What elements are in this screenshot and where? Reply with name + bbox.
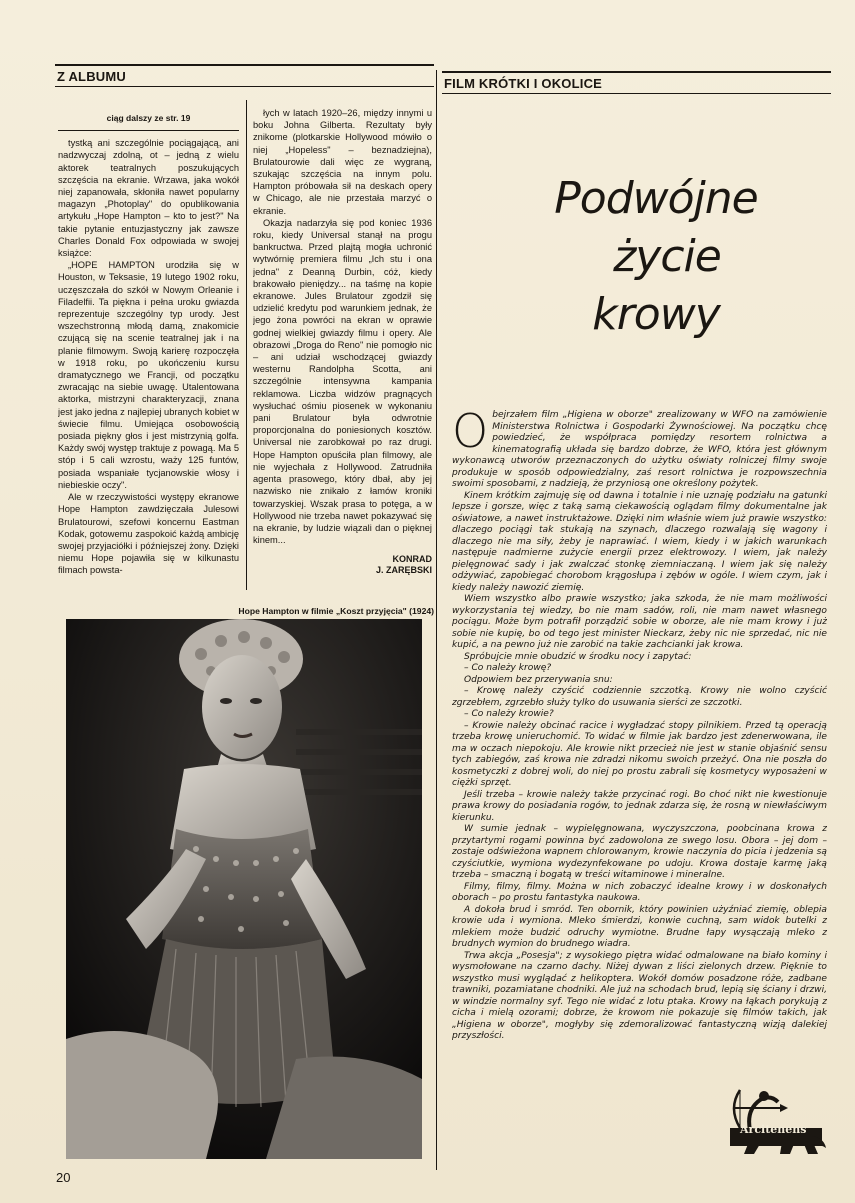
article-paragraph: – Krowę należy czyścić codziennie szczotką. Krowy nie wolno czyścić zgrzebłem, zgrzebło służy tylko do usuwania sierści ze szczotki. — [452, 686, 827, 708]
author-byline — [253, 554, 432, 576]
article-paragraph: – Co należy krowę? — [464, 663, 552, 673]
section-header-film-krotki: FILM KRÓTKI I OKOLICE — [442, 71, 831, 94]
article-paragraph: Spróbujcie mnie obudzić w środku nocy i zapytać: — [464, 651, 692, 662]
author-last-name: J. ZARĘBSKI — [375, 565, 432, 576]
column-divider — [436, 70, 437, 1170]
album-paragraph: Okazja nadarzyła się pod koniec 1936 roku, kiedy Universal stanął na progu bankructwa. Przed plajtą mogła uchronić wytwórnię premiera filmu „Ich stu i ona jedna" z Deanną Durbin, cóż, kiedy brakowało pieniędzy... na taśmę na kopie ekranowe. Jules Brulatour zgodził się udzielić kredytu pod warunkiem jednak, że jego żona powróci na ekran w oprawie godnej wielkiej gwiazdy filmu i opery. Ale obrazowi „Droga do Reno" nie pomogło nic – ani udział wschodzącej gwiazdy westernu Randolpha Scotta, ani szczególnie intensywna kampania reklamowa. Liczba widzów pragnących wysłuchać ośmiu piosenek w wykonaniu pani Brulatour była odwrotnie proporcjonalna do poniesionych kosztów. Universal nie zarobkował po raz drugi. Hope Hampton opuściła plan filmowy, ale nie wyjechała z Hollywood. Zatrudniła agenta prasowego, który dbał, aby jej nazwisko nie znikało z łamów kroniki towarzyskiej. Wszak prasa to potęga, a w Hollywood nie trzeba nawet pokazywać się na ekranie, by ludzie wiązali dan o pięknej kinem... — [253, 217, 432, 546]
article-paragraph: – Krowie należy obcinać racice i wygładzać stopy pilnikiem. Przed tą operacją trzeba krowę unieruchomić. To widać w filmie jak bardzo jest zdenerwowana, ile ma w oczach niepokoju. Ale krowie nikt przecież nie jest w stanie objaśnić sensu tych zabiegów, zaś krowa nie zdradzi nikomu swoich przeżyć. Ona nie poszła do kosmetyczki z dobrej woli, do niej po prostu zabrali się kosmetycy wyposażeni w ciężki sprzęt. — [452, 720, 827, 788]
article-paragraph: bejrzałem film „Higiena w oborze" zrealizowany w WFO na zamówienie Ministerstwa Rolnictwa i Gospodarki Żywnościowej. Na początku chcę powiedzieć, że współpraca pomiędzy resortem rolnictwa a kinematografią układa się bardzo dobrze, że WFO, która jest głównym wykonawcą utworów przeznaczonych do użytku oświaty rolniczej filmy swoje produkuje w sposób odpowiedzialny, zaś resort rolnictwa je rozpowszechnia swoimi sposobami, z nadzieją, że przyniosą one określony pożytek. — [452, 410, 827, 489]
photo-caption: Hope Hampton w filmie „Koszt przyjęcia" (1924) — [238, 606, 434, 616]
portrait-illustration — [66, 619, 422, 1159]
logo-text: Arcitenens — [740, 1123, 807, 1136]
hope-hampton-photo — [66, 619, 422, 1159]
article-paragraph: Kinem krótkim zajmuję się od dawna i totalnie i nie uznaję podziału na gatunki lepsze i gorsze, więc z taką samą ciekawością oglądam filmy dokumentalne jak oświatowe, a nawet instruktażowe. Dzięki nim właśnie wiem już prawie wszystko: dlaczego pociągi tak stukają na szynach, dlaczego rozwalają się wagony i dlaczego nie ma siły, żeby je naprawiać. I wiem, kiedy i w jakich warunkach następuje nadmierne zużycie energii przez elektrowozy. I wiem, jak należy pielęgnować sady i jak zwalczać stonkę ziemniaczaną. I wiem jak się należy odżywiać, zapobiegać chorobom krągosłupa i zębów w ogóle. I wiem czym, jak i kiedy należy nawozić ziemię. — [452, 490, 827, 593]
album-paragraph: łych w latach 1920–26, między innymi u boku Johna Gilberta. Rezultaty były znikome (plotkarskie Hollywood mówiło o niej „Hopeless" – beznadziejna), Brulatourowie dali więc ze wygraną, szukając szczęścia na innym polu. Hampton próbowała sił na deskach opery w Chicago, ale nie przestała marzyć o ekranie. — [253, 108, 432, 216]
column-divider-left — [246, 100, 247, 590]
continued-note: ciąg dalszy ze str. 19 — [58, 112, 239, 131]
article-paragraph: Odpowiem bez przerywania snu: — [464, 674, 613, 685]
section-header-z-albumu: Z ALBUMU — [55, 64, 434, 87]
article-paragraph: A dokoła brud i smród. Ten obornik, który powinien użyźniać ziemię, oblepia krowie uda i wymiona. Mleko śmierdzi, konwie cuchną, sam widok butelki z mlekiem może budzić odruchy wymiotne. Brudne łapy wysączają mleko z brudnych wymion do brudnego wiadra. — [452, 904, 827, 949]
title-line: Podwójne — [554, 173, 758, 224]
film-article-body — [452, 410, 827, 1050]
title-line: krowy — [592, 289, 720, 340]
article-paragraph: W sumie jednak – wypielęgnowana, wyczyszczona, poobcinana krowa z przytartymi rogami powinna być zadowolona ze swego losu. Obora – jej dom – zostaje odświeżona wapnem chlorowanym, krowie naczynia do picia i jedzenia są czyściutkie, wymiona wydezynfekowane po udoju. Krowa dostaje karmę jaką trzeba – smaczną i bogatą w treści witaminowe i mineralne. — [452, 824, 827, 880]
album-column-a — [58, 112, 239, 590]
drop-cap: O — [452, 410, 489, 458]
article-paragraph: – Co należy krowie? — [464, 709, 554, 719]
article-paragraph: Wiem wszystko albo prawie wszystko; jaka szkoda, że nie mam możliwości wykorzystania tej wiedzy, bo nie mam sadów, roli, nie mam nawet własnego pociągu. Może bym potrafił porządzić sobie w oborze, ale nie mam krowy i już sobie nie kupię, bo od tego jest minister Nieckarz, żeby nic nie sprzedać, nic nie kupić, a na pewno już nie zarobić na takie zachcianki jak krowa. — [452, 594, 827, 650]
page-number: 20 — [56, 1170, 71, 1185]
album-column-b — [253, 107, 432, 587]
article-paragraph: Jeśli trzeba – krowie należy także przycinać rogi. Bo choć nikt nie kwestionuje prawa krowy do posiadania rogów, to jednak zdarza się, że rosną w niewłaściwym kierunku. — [452, 789, 827, 823]
album-paragraph: tystką ani szczególnie pociągającą, ani nadzwyczaj zdolną, ot – jedną z wielu aktorek teatralnych poszukujących szczęścia na ekranie. Wrzawa, jaka wokół niej zapanowała, skłoniła nawet popularny magazyn „Photoplay" do opublikowania artykułu „Hope Hampton – kto to jest?" Na takie pytanie entuzjastyczny jak zawsze Charles Donald Fox odpowiada w swojej książce: — [58, 138, 239, 259]
album-paragraph: Ale w rzeczywistości występy ekranowe Hope Hampton zawdzięczała Julesowi Brulatourowi, szefowi koncernu Eastman Kodak, gotowemu zaspokoić każdą ambicję swojej przyjaciółki i późniejszej żony. Dzięki niemu Hope pojawiła się w kilkunastu filmach powsta- — [58, 492, 239, 576]
title-line: życie — [613, 231, 721, 282]
article-title — [516, 170, 796, 344]
album-paragraph: „HOPE HAMPTON urodziła się w Houston, w Teksasie, 19 lutego 1902 roku, uczęszczała do szkół w Nowym Orleanie i Filadelfii. Ta piękna i pełna uroku gwiazda reprezentuje szczególny typ urody. Jest wszechstronną młodą damą, znakomicie czującą się na scenie teatralnej jak i na planie filmowym. Swoją karierę rozpoczęła w 1918 roku, po ukończeniu kursu dramatycznego we Francji, od początku zwracając na siebie uwagę. Utalentowana aktorka, mistrzyni charakteryzacji, znana jest jako jedna z najlepiej ubranych kobiet w świecie filmu. Umiejąca osobowością posiada piękny głos i jest mistrzynią golfa. Każdy swój występ traktuje z powagą. Ma 5 stóp i 5 cali wzrostu, waży 125 funtów, posiada wspaniałe tycjanowskie włosy i niebieskie oczy". — [58, 260, 239, 490]
author-first-name: KONRAD — [392, 554, 432, 565]
article-paragraph: Trwa akcja „Posesja"; z wysokiego piętra widać odmalowane na biało kominy i wysmołowane na czarno dachy. Niżej dywan z liści zielonych drzew. Pięknie to wszystko musi wyglądać z helikoptera. Wokół domów posadzone róże, zadbane trawniki, pozamiatane chodniki. Ale już na schodach brud, lepią się ściany i drzwi, w windzie normalny syf. Tego nie widać z lotu ptaka. Krowy na łąkach porykują z cicha i mielą ozorami; dobrze, że krowom nie pokazuje się filmów takich, jak „Higiena w oborze", mogłyby się zdemoralizować fantastyczną wizją dalekiej przyszłości. — [452, 950, 827, 1041]
article-paragraph: Filmy, filmy, filmy. Można w nich zobaczyć idealne krowy i w doskonałych oborach – po prostu fantastyka naukowa. — [452, 881, 827, 903]
arcitenens-logo — [720, 1088, 830, 1158]
